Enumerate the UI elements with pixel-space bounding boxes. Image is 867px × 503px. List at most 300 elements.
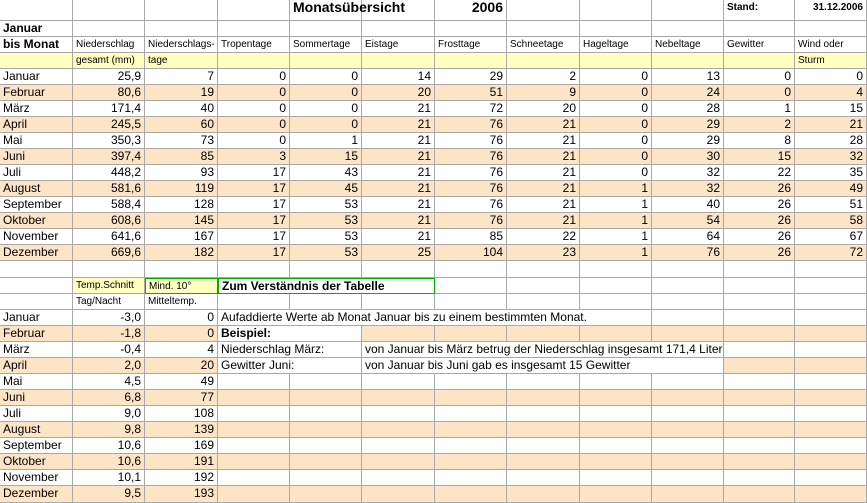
month-label[interactable]: November [0,470,73,486]
empty-cell[interactable] [290,21,362,37]
empty-cell[interactable] [73,0,145,21]
min10-cell[interactable]: 139 [145,422,218,438]
data-cell[interactable]: 21 [507,117,580,133]
data-cell[interactable]: 21 [362,101,435,117]
month-label[interactable]: September [0,197,73,213]
data-cell[interactable]: 397,4 [73,149,145,165]
empty-cell[interactable] [0,53,73,69]
data-cell[interactable]: 21 [507,133,580,149]
empty-cell[interactable] [290,390,362,406]
empty-cell[interactable] [652,0,724,21]
data-cell[interactable]: 17 [218,197,290,213]
data-cell[interactable]: 28 [795,133,867,149]
month-label[interactable]: Oktober [0,213,73,229]
column-header[interactable]: Frosttage [435,37,507,53]
example-heading[interactable]: Beispiel: [218,326,362,342]
min10-cell[interactable]: 192 [145,470,218,486]
example-text[interactable]: von Januar bis März betrug der Niederschlag insgesamt 171,4 Liter [362,342,724,358]
empty-cell[interactable] [795,310,867,326]
empty-cell[interactable] [362,261,435,278]
temp-avg-cell[interactable]: 10,6 [73,438,145,454]
data-cell[interactable]: 588,4 [73,197,145,213]
min10-cell[interactable]: 169 [145,438,218,454]
empty-cell[interactable] [724,486,795,503]
data-cell[interactable]: 0 [580,85,652,101]
empty-cell[interactable] [795,21,867,37]
column-header-sub[interactable] [507,53,580,69]
empty-cell[interactable] [652,374,724,390]
empty-cell[interactable] [580,390,652,406]
empty-cell[interactable] [73,21,145,37]
month-label[interactable]: Oktober [0,454,73,470]
empty-cell[interactable] [724,422,795,438]
data-cell[interactable]: 9 [507,85,580,101]
data-cell[interactable]: 21 [362,133,435,149]
empty-cell[interactable] [795,326,867,342]
empty-cell[interactable] [218,390,290,406]
data-cell[interactable]: 29 [435,69,507,85]
explanation-heading[interactable]: Zum Verständnis der Tabelle [218,278,435,294]
empty-cell[interactable] [435,438,507,454]
empty-cell[interactable] [218,438,290,454]
data-cell[interactable]: 22 [507,229,580,245]
data-cell[interactable]: 29 [652,117,724,133]
data-cell[interactable]: 21 [362,149,435,165]
empty-cell[interactable] [218,0,290,21]
empty-cell[interactable] [580,470,652,486]
data-cell[interactable]: 17 [218,181,290,197]
sheet-year[interactable]: 2006 [435,0,507,21]
data-cell[interactable]: 1 [580,197,652,213]
empty-cell[interactable] [652,278,724,294]
data-cell[interactable]: 85 [435,229,507,245]
column-header-sub[interactable] [652,53,724,69]
empty-cell[interactable] [507,454,580,470]
empty-cell[interactable] [652,406,724,422]
example-label[interactable]: Niederschlag März: [218,342,362,358]
data-cell[interactable]: 17 [218,165,290,181]
data-cell[interactable]: 8 [724,133,795,149]
month-label[interactable]: November [0,229,73,245]
empty-cell[interactable] [580,326,652,342]
data-cell[interactable]: 669,6 [73,245,145,261]
data-cell[interactable]: 17 [218,213,290,229]
data-cell[interactable]: 1 [580,181,652,197]
data-cell[interactable]: 93 [145,165,218,181]
empty-cell[interactable] [435,294,507,310]
data-cell[interactable]: 76 [435,149,507,165]
data-cell[interactable]: 167 [145,229,218,245]
empty-cell[interactable] [507,261,580,278]
empty-cell[interactable] [507,278,580,294]
empty-cell[interactable] [795,486,867,503]
data-cell[interactable]: 145 [145,213,218,229]
empty-cell[interactable] [507,390,580,406]
column-header[interactable]: Schneetage [507,37,580,53]
data-cell[interactable]: 72 [795,245,867,261]
empty-cell[interactable] [652,310,724,326]
empty-cell[interactable] [724,390,795,406]
column-header-sub[interactable] [290,53,362,69]
empty-cell[interactable] [580,294,652,310]
empty-cell[interactable] [507,470,580,486]
empty-cell[interactable] [724,470,795,486]
data-cell[interactable]: 0 [724,85,795,101]
data-cell[interactable]: 76 [652,245,724,261]
min10-cell[interactable]: 0 [145,310,218,326]
month-label[interactable]: Februar [0,85,73,101]
empty-cell[interactable] [290,374,362,390]
data-cell[interactable]: 171,4 [73,101,145,117]
empty-cell[interactable] [290,486,362,503]
empty-cell[interactable] [435,390,507,406]
empty-cell[interactable] [652,486,724,503]
temp-avg-cell[interactable]: 9,0 [73,406,145,422]
empty-cell[interactable] [218,294,290,310]
empty-cell[interactable] [507,294,580,310]
empty-cell[interactable] [362,21,435,37]
column-header-sub[interactable] [218,53,290,69]
data-cell[interactable]: 0 [795,69,867,85]
data-cell[interactable]: 24 [652,85,724,101]
data-cell[interactable]: 85 [145,149,218,165]
data-cell[interactable]: 2 [507,69,580,85]
month-label[interactable]: September [0,438,73,454]
data-cell[interactable]: 58 [795,213,867,229]
empty-cell[interactable] [73,261,145,278]
data-cell[interactable]: 13 [652,69,724,85]
stand-label[interactable]: Stand: [724,0,795,21]
temp-avg-cell[interactable]: 4,5 [73,374,145,390]
temp-avg-cell[interactable]: 9,8 [73,422,145,438]
data-cell[interactable]: 32 [795,149,867,165]
empty-cell[interactable] [218,470,290,486]
empty-cell[interactable] [652,470,724,486]
data-cell[interactable]: 21 [362,181,435,197]
data-cell[interactable]: 25,9 [73,69,145,85]
empty-cell[interactable] [724,438,795,454]
data-cell[interactable]: 448,2 [73,165,145,181]
empty-cell[interactable] [218,374,290,390]
empty-cell[interactable] [580,486,652,503]
empty-cell[interactable] [0,0,73,21]
month-label[interactable]: Januar [0,69,73,85]
data-cell[interactable]: 7 [145,69,218,85]
data-cell[interactable]: 581,6 [73,181,145,197]
column-header[interactable]: Wind oder [795,37,867,53]
data-cell[interactable]: 0 [218,133,290,149]
data-cell[interactable]: 104 [435,245,507,261]
empty-cell[interactable] [580,0,652,21]
data-cell[interactable]: 20 [362,85,435,101]
empty-cell[interactable] [362,470,435,486]
empty-cell[interactable] [580,21,652,37]
data-cell[interactable]: 0 [290,69,362,85]
explanation-description[interactable]: Aufaddierte Werte ab Monat Januar bis zu einem bestimmten Monat. [218,310,652,326]
min10-cell[interactable]: 193 [145,486,218,503]
empty-cell[interactable] [218,454,290,470]
month-label[interactable]: Februar [0,326,73,342]
empty-cell[interactable] [0,294,73,310]
data-cell[interactable]: 0 [290,101,362,117]
empty-cell[interactable] [218,422,290,438]
empty-cell[interactable] [580,454,652,470]
data-cell[interactable]: 40 [652,197,724,213]
data-cell[interactable]: 0 [580,69,652,85]
data-cell[interactable]: 0 [580,133,652,149]
temp-avg-cell[interactable]: 2,0 [73,358,145,374]
data-cell[interactable]: 21 [362,197,435,213]
data-cell[interactable]: 0 [218,101,290,117]
data-cell[interactable]: 0 [580,149,652,165]
empty-cell[interactable] [290,406,362,422]
empty-cell[interactable] [218,21,290,37]
data-cell[interactable]: 67 [795,229,867,245]
data-cell[interactable]: 76 [435,197,507,213]
empty-cell[interactable] [652,390,724,406]
empty-cell[interactable] [435,278,507,294]
empty-cell[interactable] [435,261,507,278]
empty-cell[interactable] [218,406,290,422]
data-cell[interactable]: 1 [724,101,795,117]
empty-cell[interactable] [145,261,218,278]
stand-date[interactable]: 31.12.2006 [795,0,867,21]
data-cell[interactable]: 73 [145,133,218,149]
month-label[interactable]: Juni [0,390,73,406]
data-cell[interactable]: 21 [507,197,580,213]
empty-cell[interactable] [724,326,795,342]
data-cell[interactable]: 4 [795,85,867,101]
empty-cell[interactable] [795,454,867,470]
data-cell[interactable]: 0 [218,69,290,85]
empty-cell[interactable] [580,261,652,278]
empty-cell[interactable] [724,342,795,358]
empty-cell[interactable] [435,406,507,422]
empty-cell[interactable] [724,278,795,294]
empty-cell[interactable] [795,294,867,310]
empty-cell[interactable] [362,454,435,470]
data-cell[interactable]: 72 [435,101,507,117]
data-cell[interactable]: 25 [362,245,435,261]
empty-cell[interactable] [652,438,724,454]
empty-cell[interactable] [652,326,724,342]
data-cell[interactable]: 21 [362,117,435,133]
empty-cell[interactable] [0,278,73,294]
data-cell[interactable]: 1 [580,245,652,261]
data-cell[interactable]: 28 [652,101,724,117]
data-cell[interactable]: 45 [290,181,362,197]
month-label[interactable]: Juli [0,406,73,422]
data-cell[interactable]: 17 [218,245,290,261]
empty-cell[interactable] [435,326,507,342]
month-label[interactable]: Dezember [0,486,73,503]
empty-cell[interactable] [795,278,867,294]
empty-cell[interactable] [290,294,362,310]
data-cell[interactable]: 0 [580,165,652,181]
data-cell[interactable]: 245,5 [73,117,145,133]
empty-cell[interactable] [362,294,435,310]
column-header[interactable]: Gewitter [724,37,795,53]
data-cell[interactable]: 21 [362,229,435,245]
column-header-sub[interactable] [435,53,507,69]
empty-cell[interactable] [435,454,507,470]
empty-cell[interactable] [795,374,867,390]
empty-cell[interactable] [507,21,580,37]
temp-avg-cell[interactable]: 10,1 [73,470,145,486]
empty-cell[interactable] [724,374,795,390]
min10-cell[interactable]: 77 [145,390,218,406]
data-cell[interactable]: 0 [218,85,290,101]
min10-cell[interactable]: 191 [145,454,218,470]
month-label[interactable]: April [0,358,73,374]
column-header[interactable]: Niederschlags- [145,37,218,53]
empty-cell[interactable] [724,294,795,310]
temp-avg-cell[interactable]: -1,8 [73,326,145,342]
temp-header[interactable]: Temp.Schnitt [73,278,145,294]
row-label-januar[interactable]: Januar [0,21,73,37]
data-cell[interactable]: 35 [795,165,867,181]
data-cell[interactable]: 608,6 [73,213,145,229]
data-cell[interactable]: 641,6 [73,229,145,245]
column-header-sub[interactable] [362,53,435,69]
data-cell[interactable]: 21 [362,165,435,181]
month-label[interactable]: Mai [0,374,73,390]
example-label[interactable]: Gewitter Juni: [218,358,362,374]
data-cell[interactable]: 0 [218,117,290,133]
data-cell[interactable]: 76 [435,133,507,149]
month-label[interactable]: August [0,181,73,197]
data-cell[interactable]: 76 [435,165,507,181]
min10-cell[interactable]: 20 [145,358,218,374]
data-cell[interactable]: 21 [362,213,435,229]
data-cell[interactable]: 51 [435,85,507,101]
empty-cell[interactable] [0,261,73,278]
month-label[interactable]: Juni [0,149,73,165]
data-cell[interactable]: 53 [290,213,362,229]
temp-avg-cell[interactable]: -0,4 [73,342,145,358]
empty-cell[interactable] [145,21,218,37]
empty-cell[interactable] [795,261,867,278]
empty-cell[interactable] [795,342,867,358]
data-cell[interactable]: 54 [652,213,724,229]
empty-cell[interactable] [507,326,580,342]
data-cell[interactable]: 15 [290,149,362,165]
temp-avg-cell[interactable]: 6,8 [73,390,145,406]
data-cell[interactable]: 26 [724,197,795,213]
data-cell[interactable]: 49 [795,181,867,197]
data-cell[interactable]: 21 [795,117,867,133]
empty-cell[interactable] [435,486,507,503]
data-cell[interactable]: 19 [145,85,218,101]
data-cell[interactable]: 53 [290,197,362,213]
empty-cell[interactable] [507,422,580,438]
column-header-sub[interactable]: tage [145,53,218,69]
empty-cell[interactable] [362,486,435,503]
temp-header-sub[interactable]: Tag/Nacht [73,294,145,310]
empty-cell[interactable] [652,294,724,310]
data-cell[interactable]: 17 [218,229,290,245]
month-label[interactable]: Januar [0,310,73,326]
data-cell[interactable]: 0 [580,117,652,133]
empty-cell[interactable] [435,470,507,486]
empty-cell[interactable] [580,278,652,294]
data-cell[interactable]: 53 [290,245,362,261]
column-header[interactable]: Niederschlag [73,37,145,53]
data-cell[interactable]: 21 [507,149,580,165]
data-cell[interactable]: 20 [507,101,580,117]
month-label[interactable]: Mai [0,133,73,149]
empty-cell[interactable] [507,374,580,390]
data-cell[interactable]: 1 [580,229,652,245]
month-label[interactable]: Juli [0,165,73,181]
empty-cell[interactable] [435,422,507,438]
data-cell[interactable]: 53 [290,229,362,245]
data-cell[interactable]: 30 [652,149,724,165]
empty-cell[interactable] [362,438,435,454]
empty-cell[interactable] [580,438,652,454]
data-cell[interactable]: 76 [435,181,507,197]
empty-cell[interactable] [145,0,218,21]
empty-cell[interactable] [795,422,867,438]
empty-cell[interactable] [652,454,724,470]
empty-cell[interactable] [724,454,795,470]
column-header[interactable]: Hageltage [580,37,652,53]
data-cell[interactable]: 0 [724,69,795,85]
empty-cell[interactable] [652,422,724,438]
data-cell[interactable]: 1 [290,133,362,149]
month-label[interactable]: Dezember [0,245,73,261]
column-header-sub[interactable]: Sturm [795,53,867,69]
empty-cell[interactable] [290,261,362,278]
data-cell[interactable]: 26 [724,229,795,245]
min10-cell[interactable]: 108 [145,406,218,422]
sheet-title[interactable]: Monatsübersicht [290,0,435,21]
data-cell[interactable]: 60 [145,117,218,133]
data-cell[interactable]: 76 [435,213,507,229]
empty-cell[interactable] [724,261,795,278]
empty-cell[interactable] [218,486,290,503]
data-cell[interactable]: 32 [652,165,724,181]
min10-header[interactable]: Mind. 10° [145,278,218,294]
empty-cell[interactable] [507,438,580,454]
empty-cell[interactable] [724,358,795,374]
empty-cell[interactable] [362,422,435,438]
data-cell[interactable]: 0 [290,85,362,101]
empty-cell[interactable] [290,470,362,486]
example-text[interactable]: von Januar bis Juni gab es insgesamt 15 Gewitter [362,358,724,374]
empty-cell[interactable] [362,374,435,390]
data-cell[interactable]: 1 [580,213,652,229]
empty-cell[interactable] [507,486,580,503]
empty-cell[interactable] [507,0,580,21]
empty-cell[interactable] [435,21,507,37]
data-cell[interactable]: 80,6 [73,85,145,101]
empty-cell[interactable] [795,406,867,422]
empty-cell[interactable] [795,358,867,374]
data-cell[interactable]: 26 [724,181,795,197]
empty-cell[interactable] [435,374,507,390]
month-label[interactable]: März [0,342,73,358]
month-label[interactable]: August [0,422,73,438]
data-cell[interactable]: 43 [290,165,362,181]
data-cell[interactable]: 29 [652,133,724,149]
min10-header-sub[interactable]: Mitteltemp. [145,294,218,310]
column-header[interactable]: Nebeltage [652,37,724,53]
data-cell[interactable]: 15 [724,149,795,165]
data-cell[interactable]: 40 [145,101,218,117]
empty-cell[interactable] [290,438,362,454]
empty-cell[interactable] [652,261,724,278]
